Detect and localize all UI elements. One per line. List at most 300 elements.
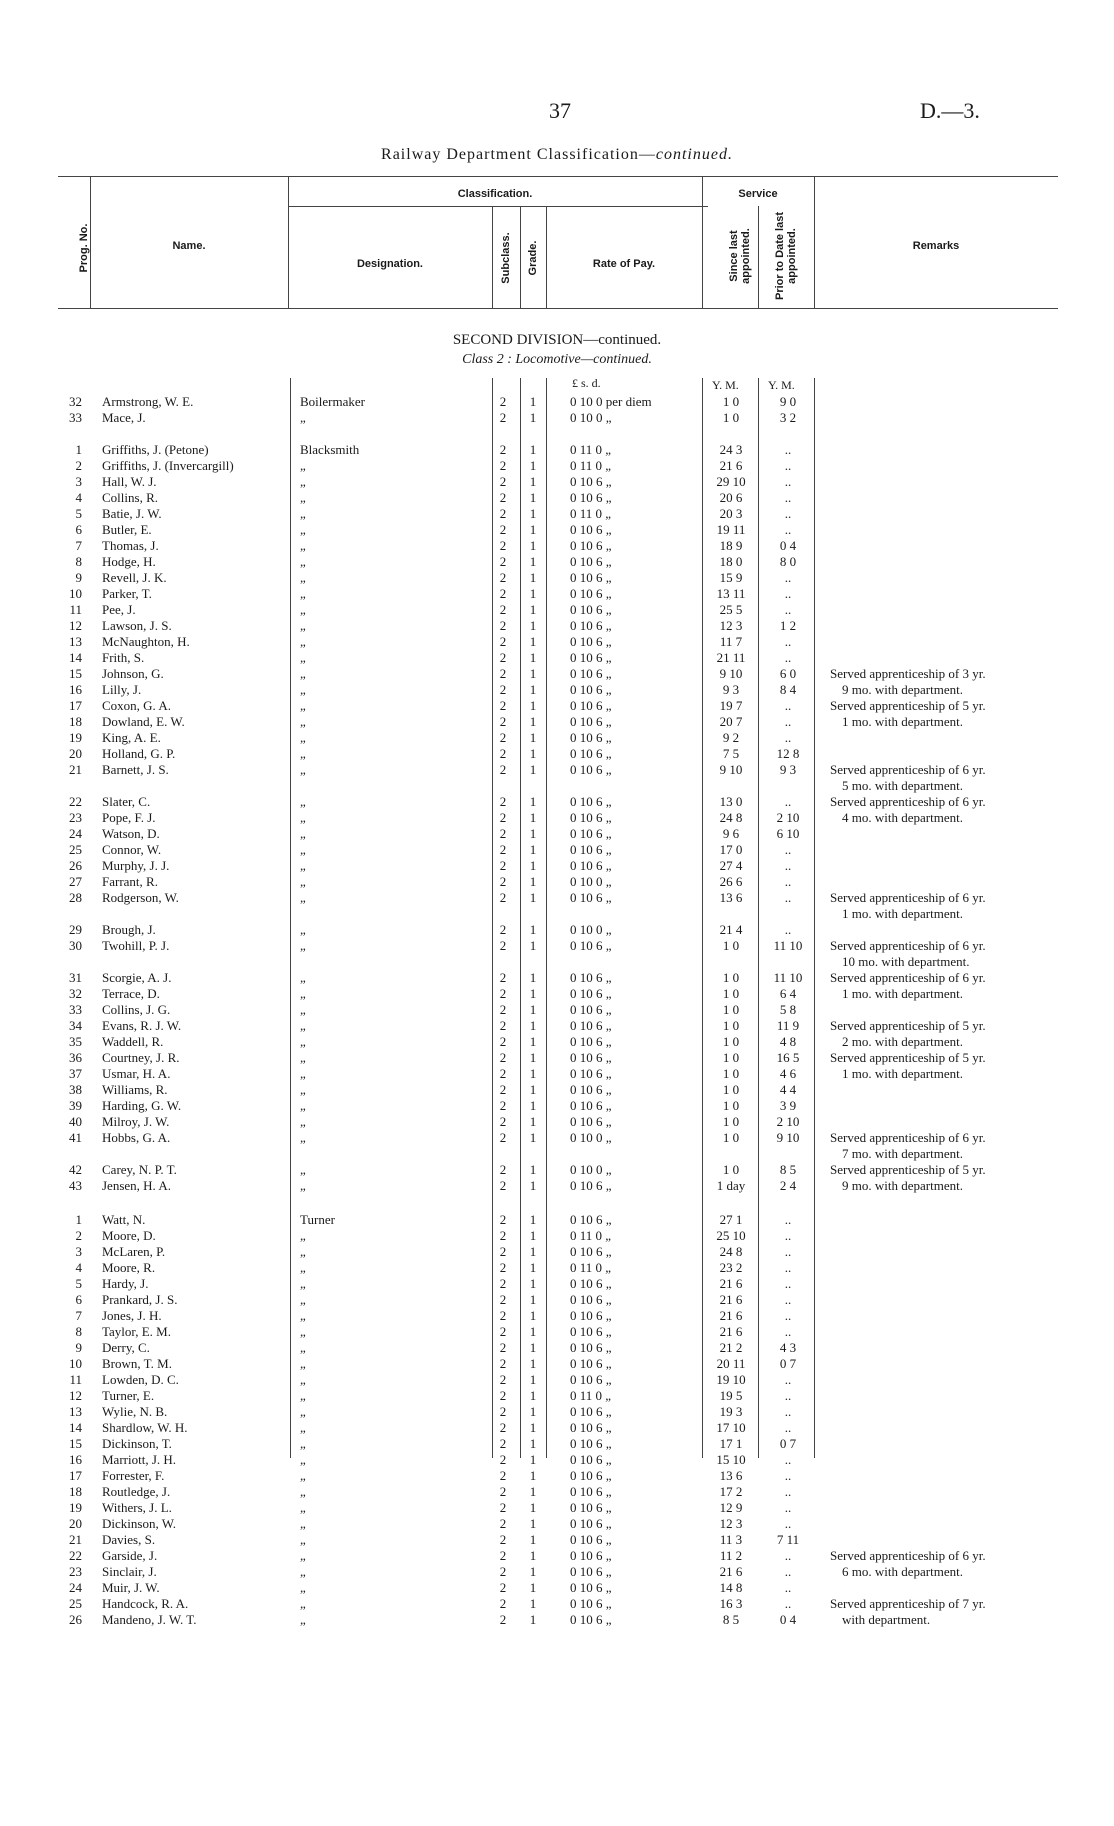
remark-line: Served apprenticeship of 6 yr. <box>830 970 986 985</box>
designation: „ <box>300 794 306 809</box>
rate-of-pay: 0 10 0 per diem <box>570 394 652 409</box>
employee-name: Carey, N. P. T. <box>102 1162 177 1177</box>
rate-of-pay: 0 10 6 „ <box>570 1002 612 1017</box>
prog-no: 20 <box>69 1516 82 1531</box>
table-row <box>0 1404 1114 1420</box>
service-prior: .. <box>784 858 792 873</box>
rate-of-pay: 0 10 6 „ <box>570 986 612 1001</box>
remark-line: Served apprenticeship of 6 yr. <box>830 1130 986 1145</box>
employee-name: Farrant, R. <box>102 874 158 889</box>
designation: „ <box>300 1340 306 1355</box>
col-rule <box>492 206 493 308</box>
designation: „ <box>300 1324 306 1339</box>
rate-units: £ s. d. <box>572 376 601 390</box>
prog-no: 32 <box>69 986 82 1001</box>
prog-no: 31 <box>69 970 82 985</box>
rate-of-pay: 0 10 6 „ <box>570 1596 612 1611</box>
table-row <box>0 858 1114 874</box>
rate-of-pay: 0 10 6 „ <box>570 698 612 713</box>
rate-of-pay: 0 10 6 „ <box>570 666 612 681</box>
service-since: 13 6 <box>719 890 743 905</box>
service-prior: 0 4 <box>779 538 797 553</box>
grade: 1 <box>529 474 537 489</box>
employee-name: Lowden, D. C. <box>102 1372 179 1387</box>
table-row <box>0 1420 1114 1436</box>
employee-name: Brown, T. M. <box>102 1356 172 1371</box>
service-prior: .. <box>784 522 792 537</box>
employee-name: Armstrong, W. E. <box>102 394 194 409</box>
prog-no: 16 <box>69 1452 82 1467</box>
subclass: 2 <box>499 858 507 873</box>
title-main: Railway Department Classification— <box>381 146 656 163</box>
service-prior: 8 5 <box>779 1162 797 1177</box>
remark-line: Served apprenticeship of 6 yr. <box>830 938 986 953</box>
service-since: 1 0 <box>722 938 740 953</box>
employee-name: Harding, G. W. <box>102 1098 182 1113</box>
grade: 1 <box>529 490 537 505</box>
employee-name: Taylor, E. M. <box>102 1324 171 1339</box>
grade: 1 <box>529 1018 537 1033</box>
service-since: 1 0 <box>722 1050 740 1065</box>
service-since: 1 0 <box>722 1034 740 1049</box>
prog-no: 13 <box>69 634 82 649</box>
prog-no: 37 <box>69 1066 82 1081</box>
service-since: 18 9 <box>719 538 743 553</box>
designation: Blacksmith <box>300 442 360 457</box>
rate-of-pay: 0 10 6 „ <box>570 586 612 601</box>
grade: 1 <box>529 762 537 777</box>
designation: „ <box>300 858 306 873</box>
subclass: 2 <box>499 410 507 425</box>
table-row <box>0 394 1114 410</box>
designation: „ <box>300 1292 306 1307</box>
rate-of-pay: 0 10 6 „ <box>570 538 612 553</box>
designation: „ <box>300 458 306 473</box>
rate-of-pay: 0 11 0 „ <box>570 442 612 457</box>
employee-name: Mace, J. <box>102 410 146 425</box>
designation: „ <box>300 522 306 537</box>
employee-name: McNaughton, H. <box>102 634 190 649</box>
rate-of-pay: 0 10 6 „ <box>570 1050 612 1065</box>
service-prior: 6 4 <box>779 986 797 1001</box>
table-row <box>0 1372 1114 1388</box>
remark-line: Served apprenticeship of 5 yr. <box>830 1050 986 1065</box>
employee-name: Courtney, J. R. <box>102 1050 180 1065</box>
grade: 1 <box>529 682 537 697</box>
service-prior: 8 0 <box>779 554 797 569</box>
subclass: 2 <box>499 1018 507 1033</box>
subclass: 2 <box>499 1596 507 1611</box>
remark-line: 1 mo. with department. <box>842 714 963 729</box>
prog-no: 26 <box>69 858 82 873</box>
prog-no: 12 <box>69 618 82 633</box>
prog-no: 19 <box>69 730 82 745</box>
document-reference: D.—3. <box>920 98 980 123</box>
service-since: 24 8 <box>719 1244 743 1259</box>
service-since: 19 7 <box>719 698 743 713</box>
employee-name: Lawson, J. S. <box>102 618 172 633</box>
service-since: 12 3 <box>719 618 743 633</box>
rate-of-pay: 0 10 6 „ <box>570 1114 612 1129</box>
service-since: 17 0 <box>719 842 743 857</box>
prog-no: 13 <box>69 1404 82 1419</box>
designation: „ <box>300 1114 306 1129</box>
rate-of-pay: 0 10 6 „ <box>570 810 612 825</box>
employee-name: Hardy, J. <box>102 1276 149 1291</box>
remark-line: 6 mo. with department. <box>842 1564 963 1579</box>
service-prior: 9 3 <box>779 762 797 777</box>
service-since: 13 0 <box>719 794 743 809</box>
designation: „ <box>300 1372 306 1387</box>
designation: „ <box>300 554 306 569</box>
service-since: 18 0 <box>719 554 743 569</box>
subclass: 2 <box>499 746 507 761</box>
table-row <box>0 586 1114 602</box>
rate-of-pay: 0 10 6 „ <box>570 1082 612 1097</box>
grade: 1 <box>529 1516 537 1531</box>
rate-of-pay: 0 10 6 „ <box>570 474 612 489</box>
subclass: 2 <box>499 1098 507 1113</box>
remark-line: 1 mo. with department. <box>842 986 963 1001</box>
prog-no: 5 <box>75 506 82 521</box>
rate-of-pay: 0 10 6 „ <box>570 730 612 745</box>
rate-of-pay: 0 10 6 „ <box>570 1018 612 1033</box>
rate-of-pay: 0 10 6 „ <box>570 762 612 777</box>
table-row <box>0 634 1114 650</box>
grade: 1 <box>529 410 537 425</box>
rate-of-pay: 0 10 6 „ <box>570 522 612 537</box>
designation: „ <box>300 1596 306 1611</box>
grade: 1 <box>529 810 537 825</box>
designation: „ <box>300 762 306 777</box>
subclass: 2 <box>499 938 507 953</box>
employee-name: King, A. E. <box>102 730 161 745</box>
service-prior: 1 2 <box>779 618 797 633</box>
designation: „ <box>300 1244 306 1259</box>
remark-line: Served apprenticeship of 6 yr. <box>830 762 986 777</box>
prog-no: 10 <box>69 1356 82 1371</box>
service-since: 25 5 <box>719 602 743 617</box>
prog-no: 8 <box>75 554 82 569</box>
designation: „ <box>300 826 306 841</box>
designation: „ <box>300 698 306 713</box>
designation: „ <box>300 1050 306 1065</box>
service-prior: .. <box>784 1596 792 1611</box>
subclass: 2 <box>499 698 507 713</box>
table-row <box>0 1212 1114 1228</box>
designation: „ <box>300 986 306 1001</box>
rate-of-pay: 0 10 6 „ <box>570 1066 612 1081</box>
remark-line: 7 mo. with department. <box>842 1146 963 1161</box>
subclass: 2 <box>499 1468 507 1483</box>
table-row <box>0 1002 1114 1018</box>
table-row <box>0 1436 1114 1452</box>
rate-of-pay: 0 10 0 „ <box>570 922 612 937</box>
service-since: 7 5 <box>722 746 740 761</box>
grade: 1 <box>529 1452 537 1467</box>
header-prior: Prior to Date last appointed. <box>774 211 798 301</box>
subclass: 2 <box>499 1404 507 1419</box>
grade: 1 <box>529 1114 537 1129</box>
employee-name: Griffiths, J. (Invercargill) <box>102 458 234 473</box>
grade: 1 <box>529 1484 537 1499</box>
rate-of-pay: 0 11 0 „ <box>570 506 612 521</box>
employee-name: Watt, N. <box>102 1212 146 1227</box>
grade: 1 <box>529 1340 537 1355</box>
header-top-rule <box>58 176 1058 177</box>
employee-name: Hobbs, G. A. <box>102 1130 171 1145</box>
designation: „ <box>300 1564 306 1579</box>
designation: „ <box>300 1178 306 1193</box>
service-prior: .. <box>784 1244 792 1259</box>
employee-name: Forrester, F. <box>102 1468 165 1483</box>
grade: 1 <box>529 1596 537 1611</box>
prog-no: 25 <box>69 1596 82 1611</box>
grade: 1 <box>529 1420 537 1435</box>
service-prior: 3 2 <box>779 410 797 425</box>
table-row <box>0 826 1114 842</box>
subclass: 2 <box>499 1580 507 1595</box>
prog-no: 1 <box>75 1212 82 1227</box>
remark-line: Served apprenticeship of 5 yr. <box>830 1018 986 1033</box>
remark-line: 4 mo. with department. <box>842 810 963 825</box>
employee-name: Parker, T. <box>102 586 152 601</box>
rate-of-pay: 0 10 6 „ <box>570 1308 612 1323</box>
service-since: 1 0 <box>722 1002 740 1017</box>
service-prior: .. <box>784 1276 792 1291</box>
classification-rule <box>288 206 708 207</box>
table-row <box>0 1532 1114 1548</box>
remark-line: Served apprenticeship of 3 yr. <box>830 666 986 681</box>
service-since: 24 8 <box>719 810 743 825</box>
employee-name: Murphy, J. J. <box>102 858 170 873</box>
rate-of-pay: 0 10 6 „ <box>570 1516 612 1531</box>
service-prior: 2 10 <box>776 1114 800 1129</box>
service-prior: .. <box>784 1308 792 1323</box>
title-suffix: continued. <box>655 146 733 163</box>
header-service: Service <box>738 188 778 200</box>
service-prior: 4 8 <box>779 1034 797 1049</box>
subclass: 2 <box>499 602 507 617</box>
grade: 1 <box>529 858 537 873</box>
service-since: 17 10 <box>716 1420 746 1435</box>
employee-name: Muir, J. W. <box>102 1580 160 1595</box>
since-units: Y. M. <box>712 378 739 392</box>
service-prior: 7 11 <box>776 1532 800 1547</box>
service-since: 19 11 <box>716 522 746 537</box>
grade: 1 <box>529 1308 537 1323</box>
service-prior: 4 3 <box>779 1340 797 1355</box>
service-prior: 9 10 <box>776 1130 800 1145</box>
employee-name: Dowland, E. W. <box>102 714 185 729</box>
service-prior: 2 10 <box>776 810 800 825</box>
service-since: 1 day <box>716 1178 746 1193</box>
subclass: 2 <box>499 1130 507 1145</box>
service-since: 17 1 <box>719 1436 743 1451</box>
service-since: 20 6 <box>719 490 743 505</box>
rate-of-pay: 0 10 6 „ <box>570 634 612 649</box>
rate-of-pay: 0 10 6 „ <box>570 1372 612 1387</box>
grade: 1 <box>529 698 537 713</box>
designation: „ <box>300 970 306 985</box>
service-since: 9 6 <box>722 826 740 841</box>
designation: „ <box>300 618 306 633</box>
service-prior: 5 8 <box>779 1002 797 1017</box>
subclass: 2 <box>499 1420 507 1435</box>
subclass: 2 <box>499 618 507 633</box>
grade: 1 <box>529 1388 537 1403</box>
service-prior: .. <box>784 634 792 649</box>
grade: 1 <box>529 1468 537 1483</box>
employee-name: Rodgerson, W. <box>102 890 179 905</box>
service-prior: .. <box>784 1324 792 1339</box>
table-row <box>0 1260 1114 1276</box>
subclass: 2 <box>499 1340 507 1355</box>
grade: 1 <box>529 1500 537 1515</box>
service-since: 20 11 <box>716 1356 746 1371</box>
section-title: SECOND DIVISION—continued. <box>452 332 662 348</box>
prog-no: 40 <box>69 1114 82 1129</box>
designation: „ <box>300 1034 306 1049</box>
grade: 1 <box>529 618 537 633</box>
service-prior: .. <box>784 1580 792 1595</box>
subclass: 2 <box>499 922 507 937</box>
service-since: 19 10 <box>716 1372 746 1387</box>
prog-no: 25 <box>69 842 82 857</box>
table-row <box>0 1516 1114 1532</box>
rate-of-pay: 0 10 6 „ <box>570 1178 612 1193</box>
service-prior: .. <box>784 458 792 473</box>
subclass: 2 <box>499 826 507 841</box>
page-number: 37 <box>549 98 571 123</box>
prog-no: 39 <box>69 1098 82 1113</box>
header-bottom-rule <box>58 308 1058 309</box>
prog-no: 10 <box>69 586 82 601</box>
header-since: Since last appointed. <box>728 228 752 284</box>
rate-of-pay: 0 11 0 „ <box>570 1260 612 1275</box>
designation: „ <box>300 1356 306 1371</box>
prog-no: 23 <box>69 810 82 825</box>
subclass: 2 <box>499 1034 507 1049</box>
prog-no: 23 <box>69 1564 82 1579</box>
prog-no: 16 <box>69 682 82 697</box>
rate-of-pay: 0 11 0 „ <box>570 1388 612 1403</box>
service-since: 19 3 <box>719 1404 743 1419</box>
subclass: 2 <box>499 1500 507 1515</box>
employee-name: Derry, C. <box>102 1340 150 1355</box>
employee-name: Shardlow, W. H. <box>102 1420 188 1435</box>
service-prior: .. <box>784 1564 792 1579</box>
prog-no: 17 <box>69 698 82 713</box>
designation: „ <box>300 1532 306 1547</box>
subclass: 2 <box>499 1452 507 1467</box>
grade: 1 <box>529 538 537 553</box>
subclass: 2 <box>499 1388 507 1403</box>
rate-of-pay: 0 10 6 „ <box>570 650 612 665</box>
employee-name: Coxon, G. A. <box>102 698 171 713</box>
table-row <box>0 1580 1114 1596</box>
header-remarks: Remarks <box>912 240 960 252</box>
service-prior: .. <box>784 570 792 585</box>
grade: 1 <box>529 666 537 681</box>
prog-no: 15 <box>69 1436 82 1451</box>
service-prior: .. <box>784 586 792 601</box>
service-prior: .. <box>784 474 792 489</box>
prog-no: 24 <box>69 1580 82 1595</box>
rate-of-pay: 0 10 6 „ <box>570 1548 612 1563</box>
rate-of-pay: 0 10 6 „ <box>570 1580 612 1595</box>
subclass: 2 <box>499 522 507 537</box>
service-prior: 3 9 <box>779 1098 797 1113</box>
designation: „ <box>300 490 306 505</box>
employee-name: Griffiths, J. (Petone) <box>102 442 209 457</box>
service-prior: 11 9 <box>776 1018 800 1033</box>
service-since: 13 11 <box>716 586 746 601</box>
designation: „ <box>300 538 306 553</box>
page-title <box>0 146 1114 164</box>
prog-no: 21 <box>69 1532 82 1547</box>
prog-no: 2 <box>75 1228 82 1243</box>
table-row <box>0 1276 1114 1292</box>
subclass: 2 <box>499 1276 507 1291</box>
employee-name: Mandeno, J. W. T. <box>102 1612 197 1627</box>
prog-no: 17 <box>69 1468 82 1483</box>
subclass: 2 <box>499 1324 507 1339</box>
prog-no: 11 <box>69 602 82 617</box>
service-since: 1 0 <box>722 1114 740 1129</box>
service-since: 21 6 <box>719 1324 743 1339</box>
subclass: 2 <box>499 1372 507 1387</box>
grade: 1 <box>529 1548 537 1563</box>
grade: 1 <box>529 1082 537 1097</box>
subclass: 2 <box>499 762 507 777</box>
table-row <box>0 1468 1114 1484</box>
service-prior: 11 10 <box>773 970 803 985</box>
designation: „ <box>300 714 306 729</box>
rate-of-pay: 0 10 6 „ <box>570 970 612 985</box>
rate-of-pay: 0 11 0 „ <box>570 458 612 473</box>
employee-name: Wylie, N. B. <box>102 1404 168 1419</box>
employee-name: Sinclair, J. <box>102 1564 157 1579</box>
designation: „ <box>300 1452 306 1467</box>
grade: 1 <box>529 1260 537 1275</box>
prog-no: 32 <box>69 394 82 409</box>
service-since: 1 0 <box>722 410 740 425</box>
prog-no: 2 <box>75 458 82 473</box>
grade: 1 <box>529 506 537 521</box>
employee-name: Prankard, J. S. <box>102 1292 178 1307</box>
grade: 1 <box>529 1066 537 1081</box>
grade: 1 <box>529 634 537 649</box>
prog-no: 28 <box>69 890 82 905</box>
service-since: 21 6 <box>719 1292 743 1307</box>
service-since: 21 6 <box>719 458 743 473</box>
subclass: 2 <box>499 1082 507 1097</box>
employee-name: Slater, C. <box>102 794 151 809</box>
service-prior: 2 4 <box>779 1178 797 1193</box>
designation: „ <box>300 506 306 521</box>
grade: 1 <box>529 442 537 457</box>
designation: „ <box>300 1308 306 1323</box>
rate-of-pay: 0 10 0 „ <box>570 874 612 889</box>
subclass: 2 <box>499 490 507 505</box>
rate-of-pay: 0 10 6 „ <box>570 714 612 729</box>
subclass: 2 <box>499 810 507 825</box>
remark-line: 5 mo. with department. <box>842 778 963 793</box>
employee-name: Terrace, D. <box>102 986 160 1001</box>
rate-of-pay: 0 10 6 „ <box>570 1212 612 1227</box>
service-prior: 6 10 <box>776 826 800 841</box>
